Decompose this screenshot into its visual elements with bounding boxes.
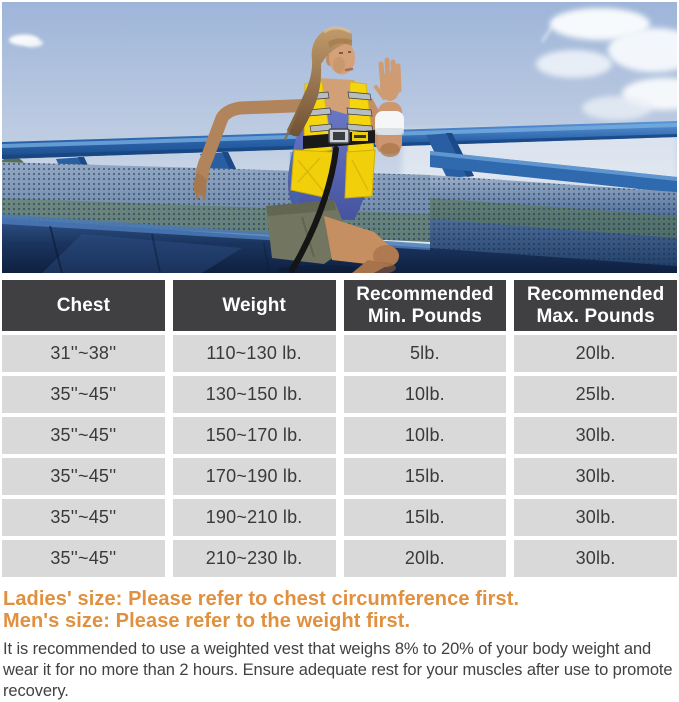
cell-weight: 110~130 lb. bbox=[173, 335, 336, 372]
header-max-pounds bbox=[514, 280, 677, 331]
header-label: Weight bbox=[222, 294, 286, 316]
header-min-pounds bbox=[344, 280, 507, 331]
cell-min: 15lb. bbox=[344, 499, 507, 536]
cell-max: 30lb. bbox=[514, 458, 677, 495]
header-label: Min. Pounds bbox=[367, 305, 482, 327]
bridge-running-photo bbox=[2, 2, 677, 273]
hero-photo bbox=[2, 2, 677, 273]
cell-weight: 150~170 lb. bbox=[173, 417, 336, 454]
buckle bbox=[329, 129, 349, 143]
cell-min: 5lb. bbox=[344, 335, 507, 372]
ladies-size-note: Ladies' size: Please refer to chest circumference first. bbox=[3, 588, 520, 610]
cell-max: 30lb. bbox=[514, 499, 677, 536]
cell-chest: 35''~45'' bbox=[2, 458, 165, 495]
size-notes bbox=[0, 588, 679, 702]
cell-chest: 31''~38'' bbox=[2, 335, 165, 372]
usage-recommendation: It is recommended to use a weighted vest that weighs 8% to 20% of your body weight and wear it for no more than 2 hours. Ensure adequate rest for your muscles after use to promote recovery. bbox=[3, 640, 673, 700]
cell-chest: 35''~45'' bbox=[2, 499, 165, 536]
cell-min: 20lb. bbox=[344, 540, 507, 577]
cell-min: 10lb. bbox=[344, 376, 507, 413]
cell-chest: 35''~45'' bbox=[2, 540, 165, 577]
header-weight bbox=[173, 280, 336, 331]
cell-weight: 190~210 lb. bbox=[173, 499, 336, 536]
cell-max: 20lb. bbox=[514, 335, 677, 372]
header-chest bbox=[2, 280, 165, 331]
size-chart-table bbox=[2, 280, 677, 577]
header-label: Max. Pounds bbox=[536, 305, 655, 327]
vest-label bbox=[352, 132, 368, 141]
header-label: Chest bbox=[56, 294, 111, 316]
header-label: Recommended bbox=[356, 283, 494, 305]
cell-chest: 35''~45'' bbox=[2, 417, 165, 454]
header-label: Recommended bbox=[526, 283, 665, 305]
cell-weight: 170~190 lb. bbox=[173, 458, 336, 495]
cell-min: 10lb. bbox=[344, 417, 507, 454]
cell-max: 25lb. bbox=[514, 376, 677, 413]
cell-weight: 130~150 lb. bbox=[173, 376, 336, 413]
wristband bbox=[375, 111, 404, 135]
cell-min: 15lb. bbox=[344, 458, 507, 495]
cell-chest: 35''~45'' bbox=[2, 376, 165, 413]
cell-max: 30lb. bbox=[514, 540, 677, 577]
mens-size-note: Men's size: Please refer to the weight first. bbox=[3, 610, 411, 632]
product-infographic bbox=[0, 2, 679, 700]
cell-max: 30lb. bbox=[514, 417, 677, 454]
cell-weight: 210~230 lb. bbox=[173, 540, 336, 577]
